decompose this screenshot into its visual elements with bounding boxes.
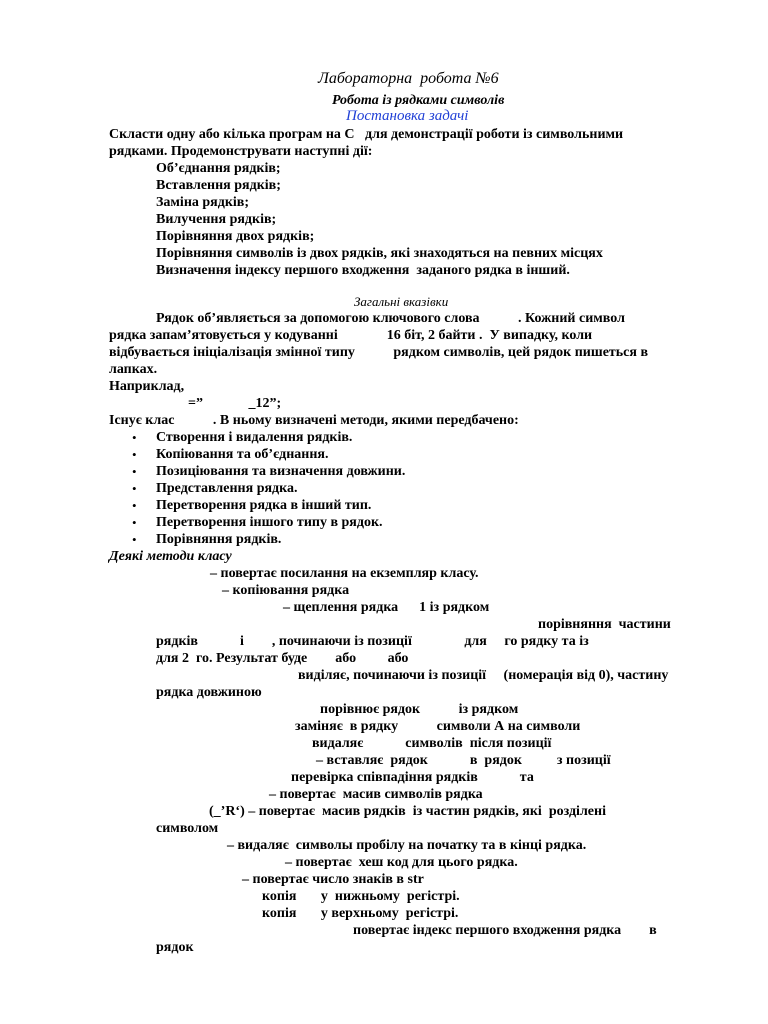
- bullet-icon: •: [132, 430, 137, 445]
- method-line: перевірка співпадіння рядків та: [291, 770, 534, 785]
- bullet-icon: •: [132, 464, 137, 479]
- method-line: – видаляє символы пробілу на початку та в кінці рядка.: [227, 838, 587, 853]
- bullet-icon: •: [132, 481, 137, 496]
- general-paragraph-line: рядка запам’ятовується у кодуванні 16 біт, 2 байти . У випадку, коли: [109, 328, 593, 343]
- method-line: порівняння частини: [538, 617, 671, 632]
- bullet-icon: •: [132, 532, 137, 547]
- task-item: Порівняння символів із двох рядків, які знаходяться на певних місцях: [156, 246, 603, 261]
- method-line: повертає індекс першого входження рядка в: [353, 923, 657, 938]
- task-intro-line1: Скласти одну або кілька програм на С для демонстрації роботи із символьними: [109, 127, 624, 142]
- bullet-icon: •: [132, 498, 137, 513]
- lab-title: Лабораторна робота №6: [318, 70, 499, 87]
- method-line: порівнює рядок із рядком: [320, 702, 519, 717]
- method-line: видаляє символів після позиції: [312, 736, 552, 751]
- task-item: Порівняння двох рядків;: [156, 229, 315, 244]
- method-line: копія у верхньому регістрі.: [262, 906, 459, 921]
- method-line: виділяє, починаючи із позиції (номерація від 0), частину: [298, 668, 669, 683]
- bullet-item: Перетворення рядка в інший тип.: [156, 498, 372, 513]
- method-line: – копіювання рядка: [222, 583, 350, 598]
- method-line: – повертає масив символів рядка: [269, 787, 483, 802]
- general-paragraph-line: відбувається ініціалізація змінної типу рядком символів, цей рядок пишеться в: [109, 345, 649, 360]
- methods-heading: Деякі методи класу: [109, 549, 232, 564]
- bullet-item: Порівняння рядків.: [156, 532, 282, 547]
- section-task-heading: Постановка задачі: [346, 108, 469, 124]
- lab-subtitle: Робота із рядками символів: [332, 93, 505, 108]
- task-item: Визначення індексу першого входження заданого рядка в інший.: [156, 263, 570, 278]
- general-paragraph-line: лапках.: [109, 362, 158, 377]
- method-line: копія у нижньому регістрі.: [262, 889, 460, 904]
- bullet-icon: •: [132, 515, 137, 530]
- task-item: Вставлення рядків;: [156, 178, 281, 193]
- general-paragraph-line: Рядок об’являється за допомогою ключового слова . Кожний символ: [156, 311, 625, 326]
- bullet-item: Створення і видалення рядків.: [156, 430, 353, 445]
- method-line: рядків і , починаючи із позиції для го рядку та із: [156, 634, 589, 649]
- bullet-item: Представлення рядка.: [156, 481, 298, 496]
- example-code: =” _12”;: [188, 396, 282, 411]
- method-line: – щеплення рядка 1 із рядком: [283, 600, 490, 615]
- bullet-icon: •: [132, 447, 137, 462]
- example-label: Наприклад,: [109, 379, 185, 394]
- method-line: – повертає хеш код для цього рядка.: [285, 855, 518, 870]
- method-line: рядок: [156, 940, 194, 955]
- bullet-item: Позиціювання та визначення довжини.: [156, 464, 406, 479]
- class-line: Існує клас . В ньому визначені методи, якими передбачено:: [109, 413, 519, 428]
- task-item: Об’єднання рядків;: [156, 161, 281, 176]
- section-general-heading: Загальні вказівки: [354, 294, 449, 309]
- bullet-item: Копіювання та об’єднання.: [156, 447, 329, 462]
- method-line: – повертає посилання на екземпляр класу.: [210, 566, 479, 581]
- task-item: Вилучення рядків;: [156, 212, 277, 227]
- task-item: Заміна рядків;: [156, 195, 250, 210]
- method-line: рядка довжиною: [156, 685, 262, 700]
- task-intro-line2: рядками. Продемонструвати наступні дії:: [109, 144, 373, 159]
- method-line: заміняє в рядку символи А на символи: [295, 719, 581, 734]
- method-line: – повертає число знаків в str: [242, 872, 424, 887]
- method-line: символом: [156, 821, 219, 836]
- method-line: – вставляє рядок в рядок з позиції: [316, 753, 611, 768]
- method-line: для 2 го. Результат буде або або: [156, 651, 409, 666]
- bullet-item: Перетворення іншого типу в рядок.: [156, 515, 383, 530]
- method-line: (_’R‘) – повертає масив рядків із частин рядків, які розділені: [209, 804, 606, 819]
